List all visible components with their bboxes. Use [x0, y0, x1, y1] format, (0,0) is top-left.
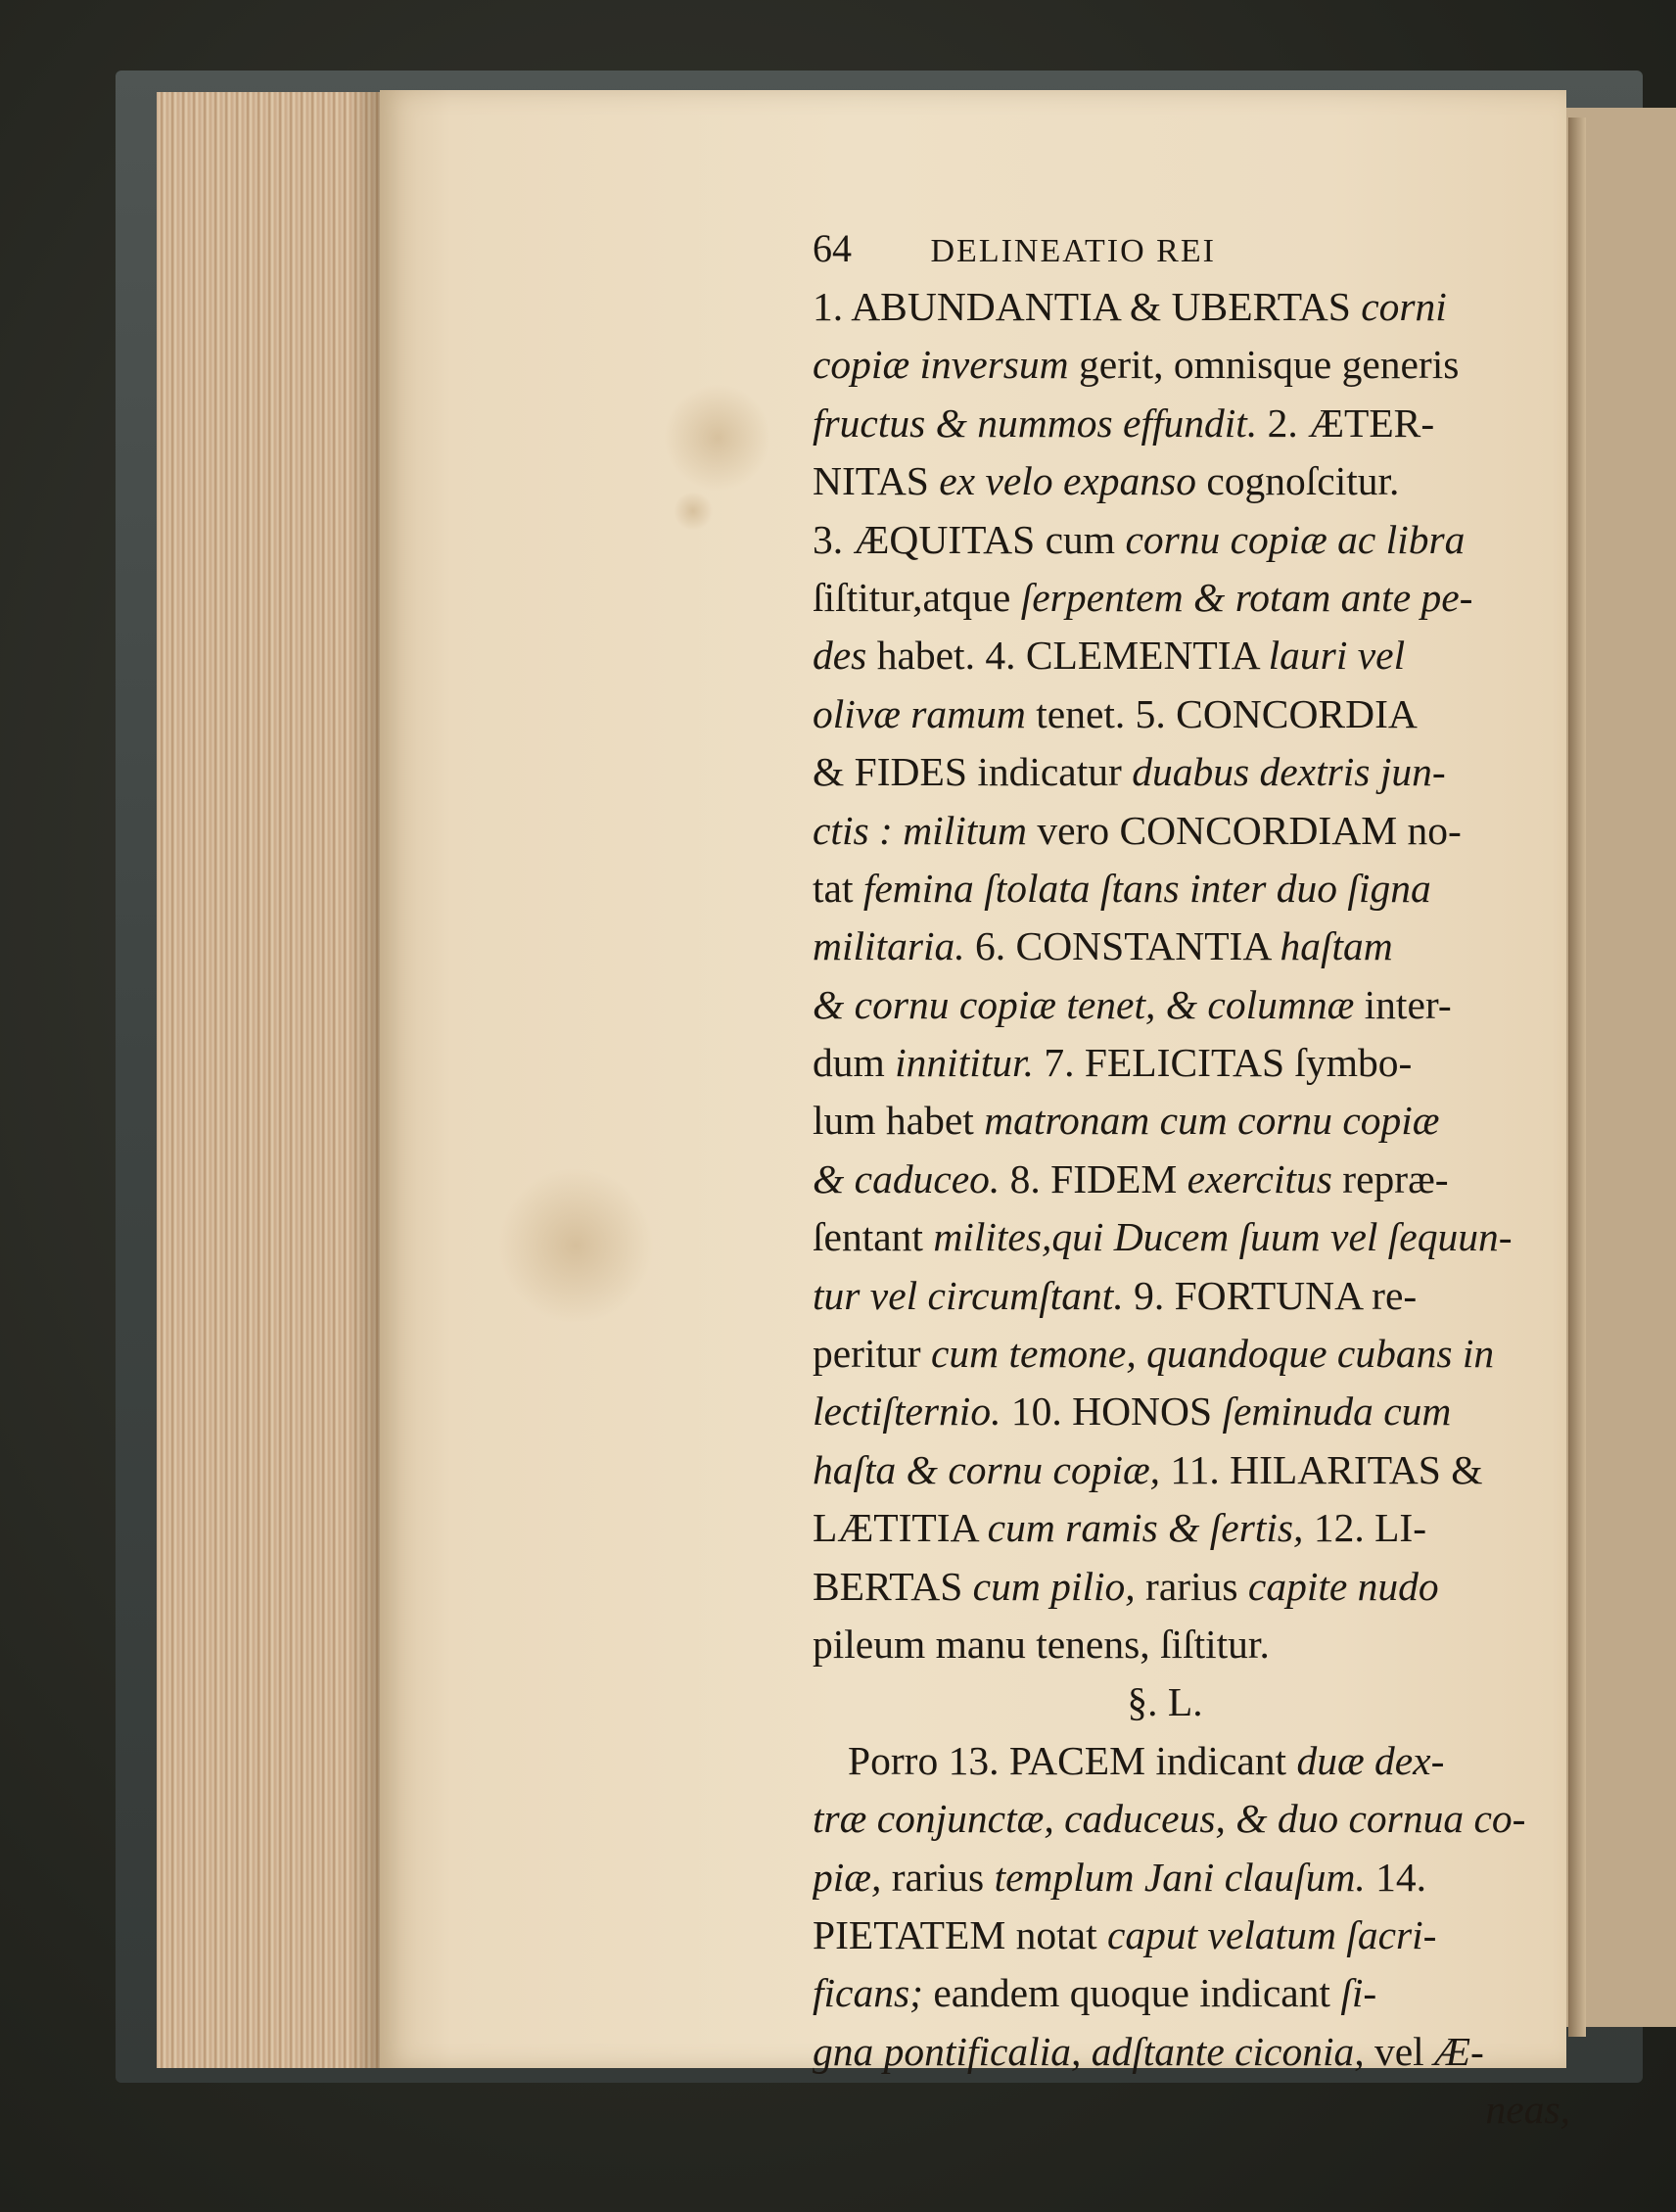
italic-text: innititur.	[895, 1040, 1034, 1086]
roman-text: ſiſtitur,atque	[813, 574, 1021, 620]
running-title: DELINEATIO REI	[930, 233, 1216, 269]
text-line	[813, 1732, 1576, 1790]
roman-text: vel	[1364, 2028, 1435, 2074]
page-number: 64	[813, 226, 852, 270]
roman-text: LÆTITIA	[813, 1505, 988, 1551]
roman-text: 1. ABUNDANTIA & UBERTAS	[813, 284, 1362, 329]
italic-text: duabus dextris jun-	[1132, 749, 1446, 795]
italic-text: militaria.	[813, 923, 965, 969]
italic-text: haſta & cornu copiæ,	[813, 1446, 1161, 1492]
italic-text: cum pilio,	[972, 1563, 1136, 1609]
italic-text: ficans;	[813, 1970, 923, 2016]
text-line	[813, 278, 1576, 336]
italic-text: caput velatum ſacri-	[1106, 1911, 1437, 1957]
roman-text: PIETATEM notat	[813, 1911, 1107, 1957]
text-line	[813, 976, 1576, 1034]
text-line	[813, 1151, 1576, 1208]
roman-text: 2. ÆTER-	[1257, 400, 1435, 446]
section-heading	[813, 1673, 1576, 1731]
text-line	[813, 1964, 1576, 2022]
roman-text: 10. HONOS	[1001, 1388, 1223, 1435]
roman-text: §. L.	[1127, 1679, 1203, 1725]
italic-text: olivæ ramum	[813, 690, 1026, 736]
text-line	[813, 1558, 1576, 1616]
text-line	[813, 1616, 1576, 1673]
italic-text: gna pontificalia, adſtante ciconia,	[813, 2028, 1365, 2074]
roman-text: BERTAS	[813, 1563, 973, 1609]
italic-text: piæ,	[813, 1854, 882, 1900]
italic-text: cornu copiæ ac libra	[1125, 516, 1466, 562]
roman-text: 6. CONSTANTIA	[964, 923, 1280, 969]
roman-text: tat	[813, 865, 863, 911]
roman-text: 9. FORTUNA re-	[1123, 1272, 1418, 1318]
text-line	[813, 1499, 1576, 1557]
roman-text: ſentant	[813, 1214, 934, 1260]
roman-text: 3. ÆQUITAS cum	[813, 516, 1126, 562]
roman-text: rarius	[1135, 1563, 1248, 1609]
italic-text: & cornu copiæ tenet, & columnæ	[813, 981, 1355, 1027]
italic-text: cum ramis & ſertis,	[987, 1505, 1304, 1551]
italic-text: milites,qui Ducem ſuum vel ſequun-	[933, 1214, 1513, 1260]
roman-text: 14.	[1365, 1854, 1427, 1900]
roman-text: cognoſcitur.	[1195, 458, 1400, 504]
roman-text: tenet. 5. CONCORDIA	[1025, 690, 1418, 736]
text-line	[813, 1441, 1576, 1499]
italic-text: ſi-	[1340, 1970, 1377, 2016]
italic-text: ex velo expanso	[939, 458, 1196, 504]
italic-text: ſerpentem & rotam ante pe-	[1020, 574, 1473, 620]
roman-text: lum habet	[813, 1098, 985, 1144]
italic-text: haſtam	[1280, 923, 1393, 969]
italic-text: lectiſternio.	[813, 1388, 1001, 1435]
italic-text: des	[813, 633, 867, 679]
roman-text: & FIDES indicatur	[813, 749, 1133, 795]
italic-text: capite nudo	[1247, 1563, 1439, 1609]
italic-text: templum Jani clauſum.	[994, 1854, 1366, 1900]
text-line	[813, 1849, 1576, 1906]
text-line	[813, 452, 1576, 510]
text-line	[813, 1906, 1576, 1964]
text-line	[813, 569, 1576, 627]
text-line	[813, 1325, 1576, 1383]
text-line	[813, 627, 1576, 684]
italic-text: ſeminuda cum	[1222, 1388, 1452, 1435]
italic-text: copiæ inversum	[813, 342, 1069, 388]
text-line	[813, 860, 1576, 918]
italic-text: matronam cum cornu copiæ	[984, 1098, 1440, 1144]
italic-text: lauri vel	[1268, 633, 1406, 679]
text-line	[813, 511, 1576, 569]
roman-text: eandem quoque indicant	[922, 1970, 1341, 2016]
italic-text: duæ dex-	[1296, 1737, 1445, 1783]
roman-text: inter-	[1354, 981, 1452, 1027]
italic-text: træ conjunctæ, caduceus, & duo cornua co-	[813, 1796, 1526, 1842]
italic-text: femina ſtolata ſtans inter duo ſigna	[862, 865, 1431, 911]
text-lines	[813, 278, 1576, 2081]
text-line	[813, 1208, 1576, 1266]
roman-text: 7. FELICITAS ſymbo-	[1033, 1040, 1413, 1086]
text-line	[813, 685, 1576, 743]
page-text	[813, 219, 1576, 2133]
running-head	[813, 219, 1576, 278]
text-line	[813, 1267, 1576, 1325]
roman-text: habet. 4. CLEMENTIA	[866, 633, 1269, 679]
italic-text: tur vel circumſtant.	[813, 1272, 1124, 1318]
text-line	[813, 1790, 1576, 1848]
text-line	[813, 802, 1576, 860]
page-stain	[664, 384, 771, 492]
text-line	[813, 918, 1576, 975]
text-line	[813, 336, 1576, 394]
text-line	[813, 2023, 1576, 2081]
italic-text: exercitus	[1187, 1155, 1332, 1201]
italic-text: Æ-	[1434, 2028, 1484, 2074]
catchword: neas,	[1485, 2087, 1570, 2133]
roman-text: pileum manu tenens, ſiſtitur.	[813, 1621, 1270, 1667]
italic-text: corni	[1361, 284, 1447, 329]
roman-text: 11. HILARITAS &	[1160, 1446, 1483, 1492]
roman-text: vero CONCORDIAM no-	[1027, 807, 1462, 853]
italic-text: fructus & nummos effundit.	[813, 400, 1258, 446]
roman-text: repræ-	[1331, 1155, 1449, 1201]
roman-text: peritur	[813, 1331, 931, 1377]
roman-text: dum	[813, 1040, 896, 1086]
page-edges-stack	[157, 92, 382, 2068]
roman-text: gerit, omnisque generis	[1068, 342, 1460, 388]
text-line	[813, 395, 1576, 452]
text-line	[813, 743, 1576, 801]
roman-text: 8. FIDEM	[1000, 1155, 1187, 1201]
text-line	[813, 1383, 1576, 1440]
italic-text: ctis : militum	[813, 807, 1028, 853]
italic-text: cum temone, quandoque cubans in	[931, 1331, 1495, 1377]
roman-text: 12. LI-	[1303, 1505, 1427, 1551]
page-stain	[497, 1167, 654, 1324]
text-line	[813, 1034, 1576, 1092]
roman-text: NITAS	[813, 458, 940, 504]
italic-text: & caduceo.	[813, 1155, 1001, 1201]
page-stain	[674, 492, 713, 531]
roman-text: rarius	[881, 1854, 995, 1900]
roman-text: Porro 13. PACEM indicant	[848, 1737, 1297, 1783]
text-line	[813, 1092, 1576, 1150]
